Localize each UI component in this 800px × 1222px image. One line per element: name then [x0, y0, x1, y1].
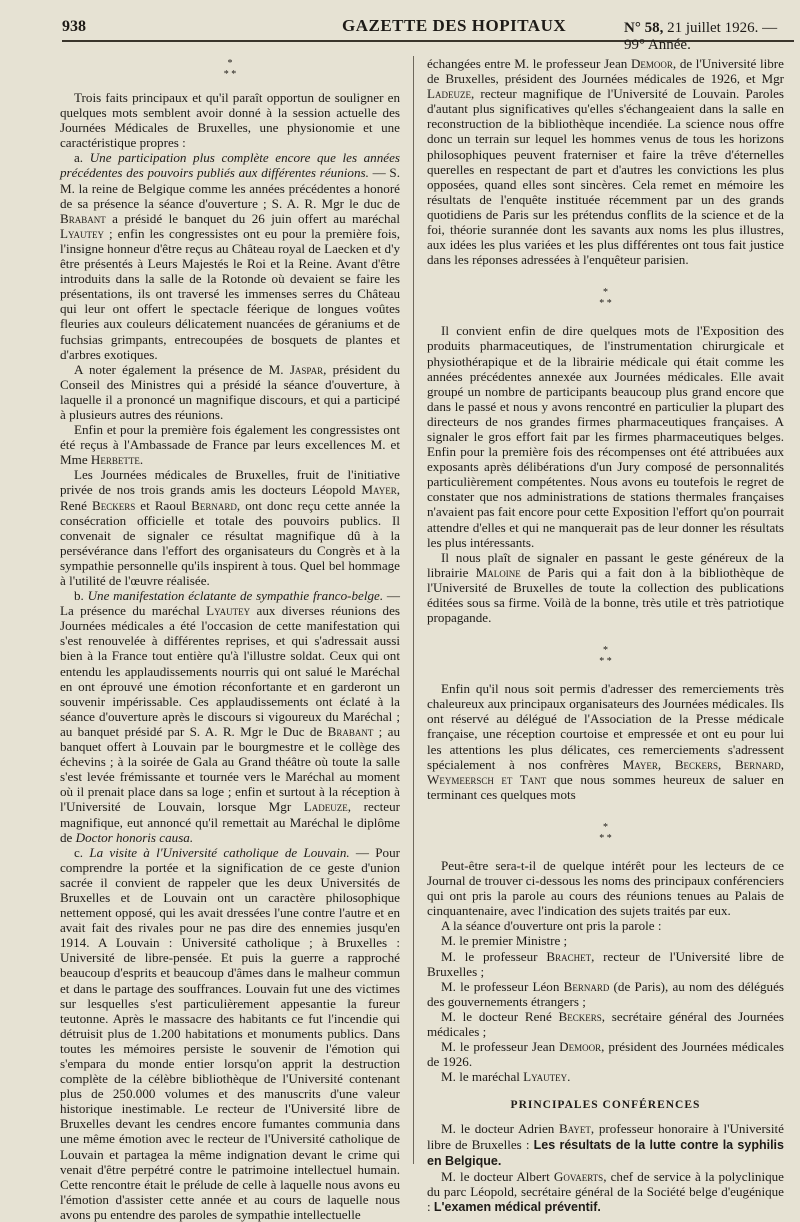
point-c-title: La visite à l'Université catholique de Louvain.: [89, 844, 350, 860]
louvain-continuation-paragraph: échangées entre M. le professeur Jean Demoor, de l'Université libre de Bruxelles, président des Journées médicales de 1926, et Mgr Ladeuze, recteur magnifique de l'Université de Louvain. Paroles d'autant plus significatives qu'elles s'échangeaient dans la salle en reconstruction de la bibliothèque incendiée. La science nous offre donc un terrain sur lequel les hommes venus de tous les horizons philosophiques peuvent fraterniser et faire la trêve d'éternelles querelles en respectant de part et d'autres les convictions les plus opposées, quand elles sont sincères. Cela remet en mémoire les résultats de l'enquête instituée récemment par un des grands quotidiens de Paris sur les prétendus conflits de la science et de la foi, théorie surannée dont les savants aux noms les plus illustres, aux idées les plus variées et les plus différentes ont tous fait justice dans les réponses adressées à l'enquêteur parisien.: [427, 56, 784, 268]
section-separator: * * *: [223, 58, 237, 80]
maloine-paragraph: Il nous plaît de signaler en passant le geste généreux de la librairie Maloine de Paris qui a fait don à la bibliothèque de l'Université de Bruxelles de toute la collection des publications éditées sous sa firme. Voilà de la bonne, très utile et très patriotique propagande.: [427, 549, 784, 626]
initiative-paragraph: Les Journées médicales de Bruxelles, fruit de l'initiative privée de nos trois grands amis les docteurs Léopold Mayer, René Beckers et Raoul Bernard, ont donc reçu cette année la consécration officielle et totale des pouvoirs publics. Il convenait de signaler ce résultat magnifique dû à la persévérance dans l'effort des organisateurs du Congrès et à la sympathie personnelle qu'ils inspirent à tous. Quel bel hommage à l'utilité de l'œuvre réalisée.: [60, 467, 401, 588]
speakers-intro-paragraph: Peut-être sera-t-il de quelque intérêt pour les lecteurs de ce Journal de trouver ci-dessous les noms des principaux conférenciers qui ont pris la parole au cours des réunions tenues au Palais de cinquantenaire, avec l'indication des sujets traités par eux.: [427, 857, 784, 919]
conference-item: M. le docteur Adrien Bayet, professeur honoraire à l'Université libre de Bruxelles : Les résultats de la lutte contre la syphilis en Belgique.: [427, 1121, 784, 1168]
thanks-paragraph: Enfin qu'il nous soit permis d'adresser des remerciements très chaleureux aux principaux organisateurs des Journées médicales. Ils ont réservé au délégué de l'Association de la Presse médicale française, une réception courtoise et empressée et ont eu pour lui les attentions les plus délicates, ces remerciements s'adressent spécialement à nos confrères Mayer, Beckers, Bernard, Weymeersch et Tant que nous sommes heureux de saluer en terminant ces quelques mots: [427, 681, 784, 802]
jaspar-paragraph: A noter également la présence de M. Jaspar, président du Conseil des Ministres qui a présidé la séance d'ouverture, à laquelle il a prononcé un magnifique discours, et qui a participé à plusieurs autres des réunions.: [60, 361, 400, 422]
point-a-paragraph: a. Une participation plus complète encore que les années précédentes des pouvoirs publiés aux différentes réunions. — S. M. la reine de Belgique comme les années précédentes a honoré de sa présence la séance d'ouverture ; S. A. R. Mgr le duc de Brabant a présidé le banquet du 26 juin offert au maréchal Lyautey ; enfin les congressistes ont eu pour la première fois, l'insigne honneur d'être reçus au Château royal de Laecken et d'y être présentés à Leurs Majestés le Roi et la Reine. Avant d'être introduits dans la salle de la Rotonde où devaient se faire les présentations, ils ont traversé les immenses serres du Château qui leur ont offert le spectacle féerique de longues voûtes fleuries aux couleurs délicatement nuancées de géraniums et de fuchsias grimpants, entrecoupées de bosquets de plantes et d'arbres exotiques.: [60, 150, 400, 362]
column-divider: [413, 56, 414, 1164]
point-a-title: Une participation plus complète encore que les années précédentes des pouvoirs publiés aux différentes réunions.: [60, 150, 400, 181]
issue-number: N° 58,: [624, 20, 664, 36]
herbette-paragraph: Enfin et pour la première fois également les congressistes ont été reçus à l'Ambassade de France par leurs excellences M. et Mme Herbette.: [60, 422, 400, 468]
speaker-item: M. le maréchal Lyautey.: [441, 1069, 571, 1085]
left-column: [60, 56, 400, 1222]
exposition-paragraph: Il convient enfin de dire quelques mots de l'Exposition des produits pharmaceutiques, de l'instrumentation chirurgicale et physiothérapique et de la librairie médicale qui était comme les années précédentes annexée aux Journées médicales. Elle avait groupé un nombre de participants beaucoup plus grand encore que dans le passé et nous y avons rencontré en particulier la plupart des directeurs de nos grandes firmes pharmaceutiques françaises. A signaler le gros effort fait par les firmes pharmaceutiques belges. Enfin pour la première fois des récompenses ont été attribuées aux exposants après délibérations d'un Jury composé de personnalités particulièrement compétentes. Nous avons eu toutefois le regret de constater que nos administrations de stations thermales françaises n'avaient pas fait encore pour cette Exposition l'effort qu'on pourrait attendre d'elles et qui ne manquerait pas de leur donner les résultats les plus intéressants.: [427, 323, 784, 550]
section-separator: * * *: [599, 645, 612, 668]
section-separator: * * *: [599, 287, 612, 310]
point-b-title: Une manifestation éclatante de sympathie franco-belge.: [87, 588, 384, 604]
speaker-item: M. le professeur Léon Bernard (de Paris), au nom des délégués des gouvernements étrangers ;: [427, 978, 784, 1009]
conference-item: M. le docteur Albert Govaerts, chef de service à la polyclinique du parc Léopold, secrétaire général de la Société belge d'eugénique : L'examen médical préventif.: [427, 1168, 784, 1214]
section-separator: * * *: [599, 821, 612, 844]
issue-date: 21 juillet 1926. — 99° Année.: [624, 20, 778, 53]
opening-session-title: A la séance d'ouverture ont pris la parole :: [441, 918, 662, 934]
right-column: [427, 56, 784, 1215]
speaker-item: M. le professeur Brachet, recteur de l'Université libre de Bruxelles ;: [427, 948, 784, 979]
point-b-paragraph: b. Une manifestation éclatante de sympathie franco-belge. — La présence du maréchal Lyautey aux diverses réunions des Journées médicales a été l'occasion de cette manifestation qui s'est renouvelée à différentes reprises, et qui s'adressait aussi bien à la France tout entière qu'à l'illustre soldat. Ceux qui ont entendu les applaudissements nourris qui ont salué le Maréchal en ont éprouvé une émotion réconfortante et en garderont un souvenir impérissable. Ces applaudissements ont éclaté à la séance d'ouverture après le discours si vigoureux du Maréchal ; au banquet présidé par S. A. R. Mgr le Duc de Brabant ; au banquet offert à Louvain par le bourgmestre et le collège des échevins ; à la soirée de Gala au Grand théâtre où toute la salle s'est levée frémissante et tournée vers le Maréchal au moment où il prenait place dans sa loge ; enfin et surtout à la réception à l'Université de Louvain, lorsque Mgr Ladeuze, recteur magnifique, eut annoncé qu'il remettait au Maréchal le diplôme de Doctor honoris causa.: [60, 588, 400, 845]
conferences-heading: PRINCIPALES CONFÉRENCES: [510, 1099, 701, 1112]
page-header: [62, 14, 794, 53]
speaker-item: M. le premier Ministre ;: [441, 933, 568, 949]
issue-info: [624, 20, 794, 54]
speaker-item: M. le docteur René Beckers, secrétaire général des Journées médicales ;: [427, 1008, 784, 1039]
intro-paragraph: Trois faits principaux et qu'il paraît opportun de souligner en quelques mots semblent avoir donné à la session actuelle des Journées Médicales de Bruxelles, une physionomie et une caractéristique propres :: [60, 90, 400, 151]
page-number: 938: [62, 18, 86, 35]
point-c-paragraph: c. La visite à l'Université catholique de Louvain. — Pour comprendre la portée et la signification de ce geste d'union sacrée il convient de rappeler que les deux Universités de Bruxelles et de Louvain ont un caractère philosophique nettement opposé, qui les avait dressées l'une contre l'autre et en avait fait des rivales pour ne pas dire des ennemies jusqu'en 1914. A Louvain : Université catholique ; à Bruxelles : Université de libre-pensée. Et puis la guerre a rapproché beaucoup d'esprits et beaucoup d'âmes dans le malheur commun et dans le partage des souffrances. Louvain fut une des victimes sur lesquelles s'est particulièrement appesantie la fureur teutonne. Après le massacre des habitants ce fut l'incendie qui détruisit plus de 1.200 habitations et monuments publics. Dans toutes les mémoires persiste le souvenir de l'émotion qui s'empara du monde entier lorsqu'on apprit la destruction complète de la célèbre bibliothèque de l'Université contenant plus de 250.000 volumes et des manuscrits d'une valeur historique inestimable. Le recteur de l'Université libre de Bruxelles devant les cendres encore fumantes communia dans une même émotion avec le recteur de l'Université catholique de Louvain et partagea la même indignation devant le crime qui venait d'être perpétré contre le patrimoine intellectuel humain. Cette rencontre était le prélude de celle à laquelle nous avons eu l'émotion d'assister cette année et au cours de laquelle nous avons pu entendre des paroles de sympathie intellectuelle: [60, 844, 400, 1222]
speaker-item: M. le professeur Jean Demoor, président des Journées médicales de 1926.: [427, 1039, 784, 1070]
conference-title: L'examen médical préventif.: [433, 1199, 601, 1214]
conference-title: Les résultats de la lutte contre la syphilis en Belgique.: [427, 1137, 784, 1168]
journal-title: GAZETTE DES HOPITAUX: [342, 16, 567, 35]
